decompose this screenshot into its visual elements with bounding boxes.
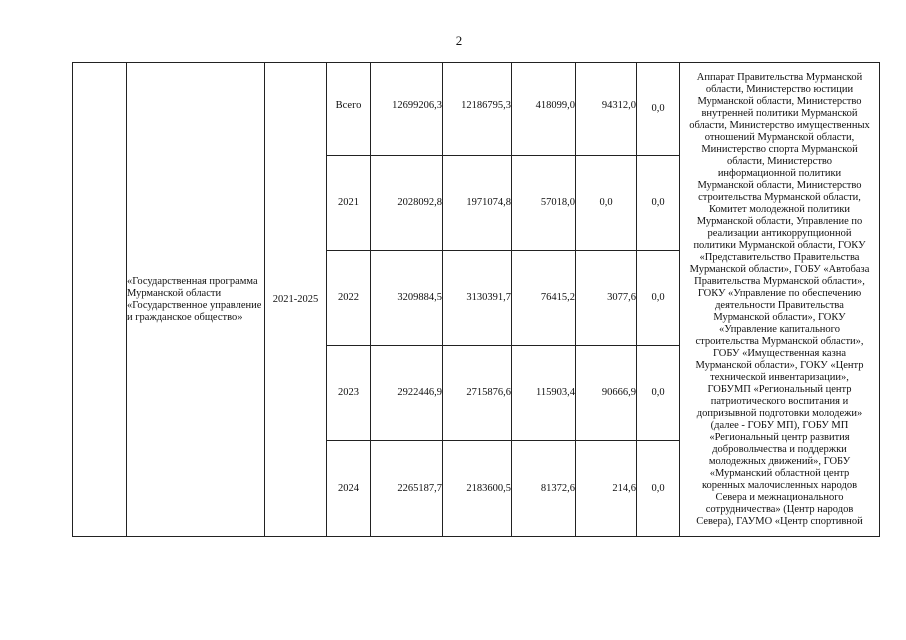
year-cell: 2023 (327, 346, 371, 441)
executors-cell: Аппарат Правительства Мурманской области, Министерство юстиции Мурманской области, Министерство внутренней политики Мурманской области, Министерство имущественных отношений Мурманской области, Министерство спорта Мурманской области, Министерство информационной политики Мурманской области, Министерство строительства Мурманской области, Комитет молодежной политики Мурманской области, Управление по реализации антикоррупционной политики Мурманской области, ГОКУ «Представительство Правительства Мурманской области», ГОБУ «Автобаза Правительства Мурманской области», ГОКУ «Управление по обеспечению деятельности Правительства Мурманской области», ГОКУ «Управление капитального строительства Мурманской области», ГОБУ «Имущественная казна Мурманской области», ГОКУ «Центр технической инвентаризации», ГОБУМП «Региональный центр патриотического воспитания и допризывной подготовки молодежи» (далее - ГОБУ МП), ГОБУ МП «Региональный центр развития добровольчества и поддержки молодежных движений», ГОБУ «Мурманский областной центр коренных малочисленных народов Севера и межнационального сотрудничества» (Центр народов Севера), ГАУМО «Центр спортивной (680, 63, 880, 537)
other-cell: 0,0 (637, 346, 680, 441)
regional-cell: 3130391,7 (443, 251, 512, 346)
federal-cell: 115903,4 (512, 346, 576, 441)
other-cell: 0,0 (637, 63, 680, 156)
regional-cell: 2715876,6 (443, 346, 512, 441)
other-cell: 0,0 (637, 156, 680, 251)
page-number: 2 (455, 33, 463, 48)
year-cell: Всего (327, 63, 371, 156)
program-title: «Государственная программа Мурманской области «Государственное управление и гражданское общество» (127, 63, 265, 537)
other-cell: 0,0 (637, 441, 680, 537)
local-cell: 90666,9 (576, 346, 637, 441)
federal-cell: 418099,0 (512, 63, 576, 156)
row-number-cell (73, 63, 127, 537)
budget-table (72, 62, 880, 537)
total-cell: 2028092,8 (371, 156, 443, 251)
regional-cell: 12186795,3 (443, 63, 512, 156)
other-cell: 0,0 (637, 251, 680, 346)
federal-cell: 81372,6 (512, 441, 576, 537)
year-cell: 2022 (327, 251, 371, 346)
local-cell: 0,0 (576, 156, 637, 251)
regional-cell: 1971074,8 (443, 156, 512, 251)
year-cell: 2021 (327, 156, 371, 251)
program-period: 2021-2025 (265, 63, 327, 537)
table-row (73, 63, 880, 156)
total-cell: 2265187,7 (371, 441, 443, 537)
total-cell: 2922446,9 (371, 346, 443, 441)
local-cell: 214,6 (576, 441, 637, 537)
total-cell: 3209884,5 (371, 251, 443, 346)
local-cell: 94312,0 (576, 63, 637, 156)
local-cell: 3077,6 (576, 251, 637, 346)
total-cell: 12699206,3 (371, 63, 443, 156)
federal-cell: 76415,2 (512, 251, 576, 346)
federal-cell: 57018,0 (512, 156, 576, 251)
regional-cell: 2183600,5 (443, 441, 512, 537)
year-cell: 2024 (327, 441, 371, 537)
